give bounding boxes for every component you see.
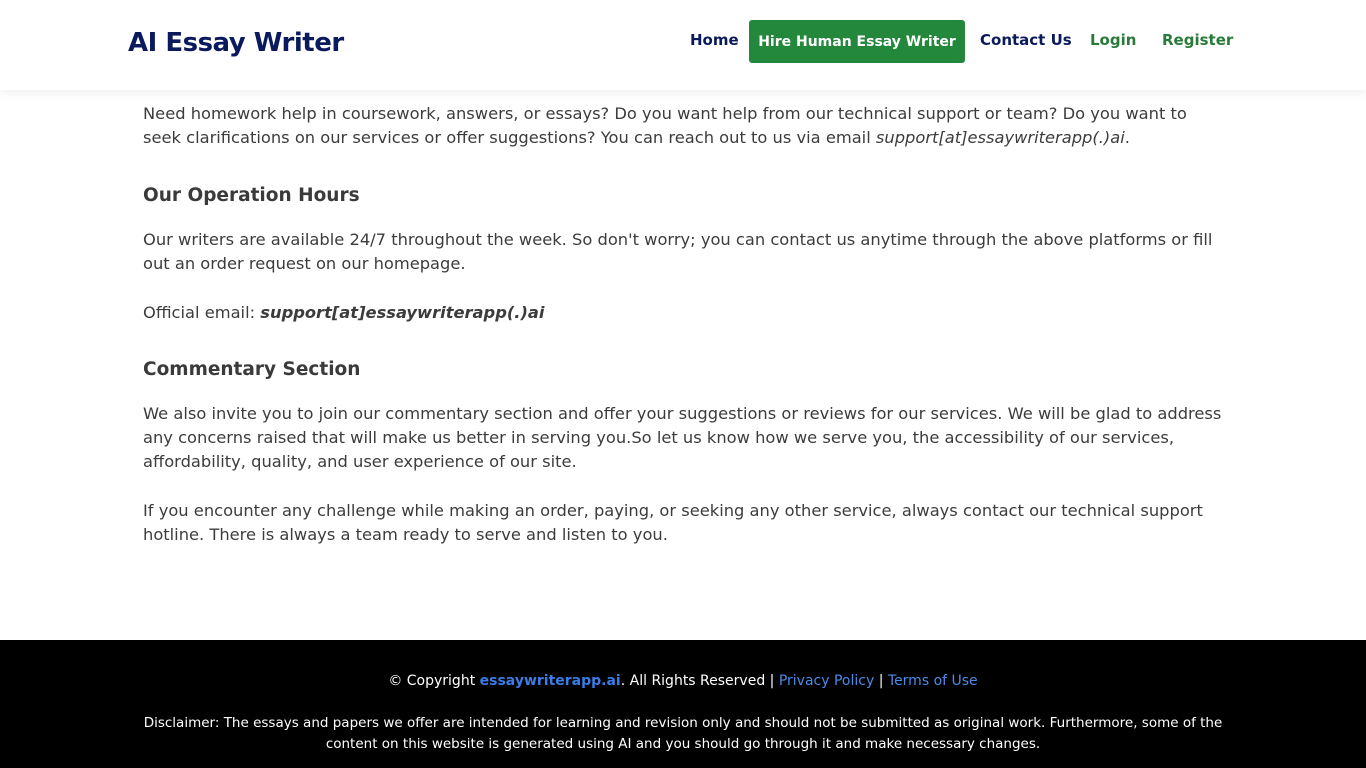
rights-text: . All Rights Reserved | [620,673,779,689]
copyright-prefix: © Copyright [388,673,480,689]
commentary-paragraph: We also invite you to join our commentary section and offer your suggestions or reviews for our services. We will be glad to address any concerns raised that will make us better in serving you.So let us know how we serve you, the accessibility of our services, affordability, quality, and user experience of our site. [143,404,1222,471]
nav-register-link[interactable]: Register [1162,31,1234,49]
nav-contact-link[interactable]: Contact Us [980,31,1072,49]
official-email-label: Official email: [143,303,261,322]
site-footer [0,640,1366,768]
operation-hours-paragraph: Our writers are available 24/7 throughout the week. So don't worry; you can contact us anytime through the above platforms or fill out an order request on our homepage. [143,230,1213,273]
official-email-value: support[at]essaywriterapp(.)ai [260,303,545,322]
operation-hours-heading: Our Operation Hours [143,185,360,206]
intro-end: . [1124,128,1130,147]
official-email-line [143,301,1228,325]
copyright-line [0,671,1366,691]
nav-home-link[interactable]: Home [690,31,739,49]
main-content [143,102,1228,547]
nav-login-link[interactable]: Login [1090,31,1137,49]
intro-text: Need homework help in coursework, answers, or essays? Do you want help from our technical support or team? Do you want to seek clarifications on our services or offer suggestions? You can reach out to us via email [143,104,1187,147]
intro-paragraph [143,102,1228,150]
site-header [0,0,1366,90]
brand-link[interactable]: essaywriterapp.ai [479,673,621,689]
commentary-heading: Commentary Section [143,359,361,380]
privacy-policy-link[interactable]: Privacy Policy [778,673,875,689]
support-paragraph: If you encounter any challenge while making an order, paying, or seeking any other service, always contact our technical support hotline. There is always a team ready to serve and listen to you. [143,501,1203,544]
intro-email: support[at]essaywriterapp(.)ai [875,128,1125,147]
hire-writer-button[interactable]: Hire Human Essay Writer [749,20,965,63]
site-logo[interactable]: AI Essay Writer [128,28,344,58]
footer-separator: | [874,673,888,689]
terms-of-use-link[interactable]: Terms of Use [887,673,978,689]
disclaimer-text: Disclaimer: The essays and papers we offer are intended for learning and revision only and should not be submitted as original work. Furthermore, some of the content on this website is generated using AI and you should go through it and make necessary changes. [143,715,1223,752]
